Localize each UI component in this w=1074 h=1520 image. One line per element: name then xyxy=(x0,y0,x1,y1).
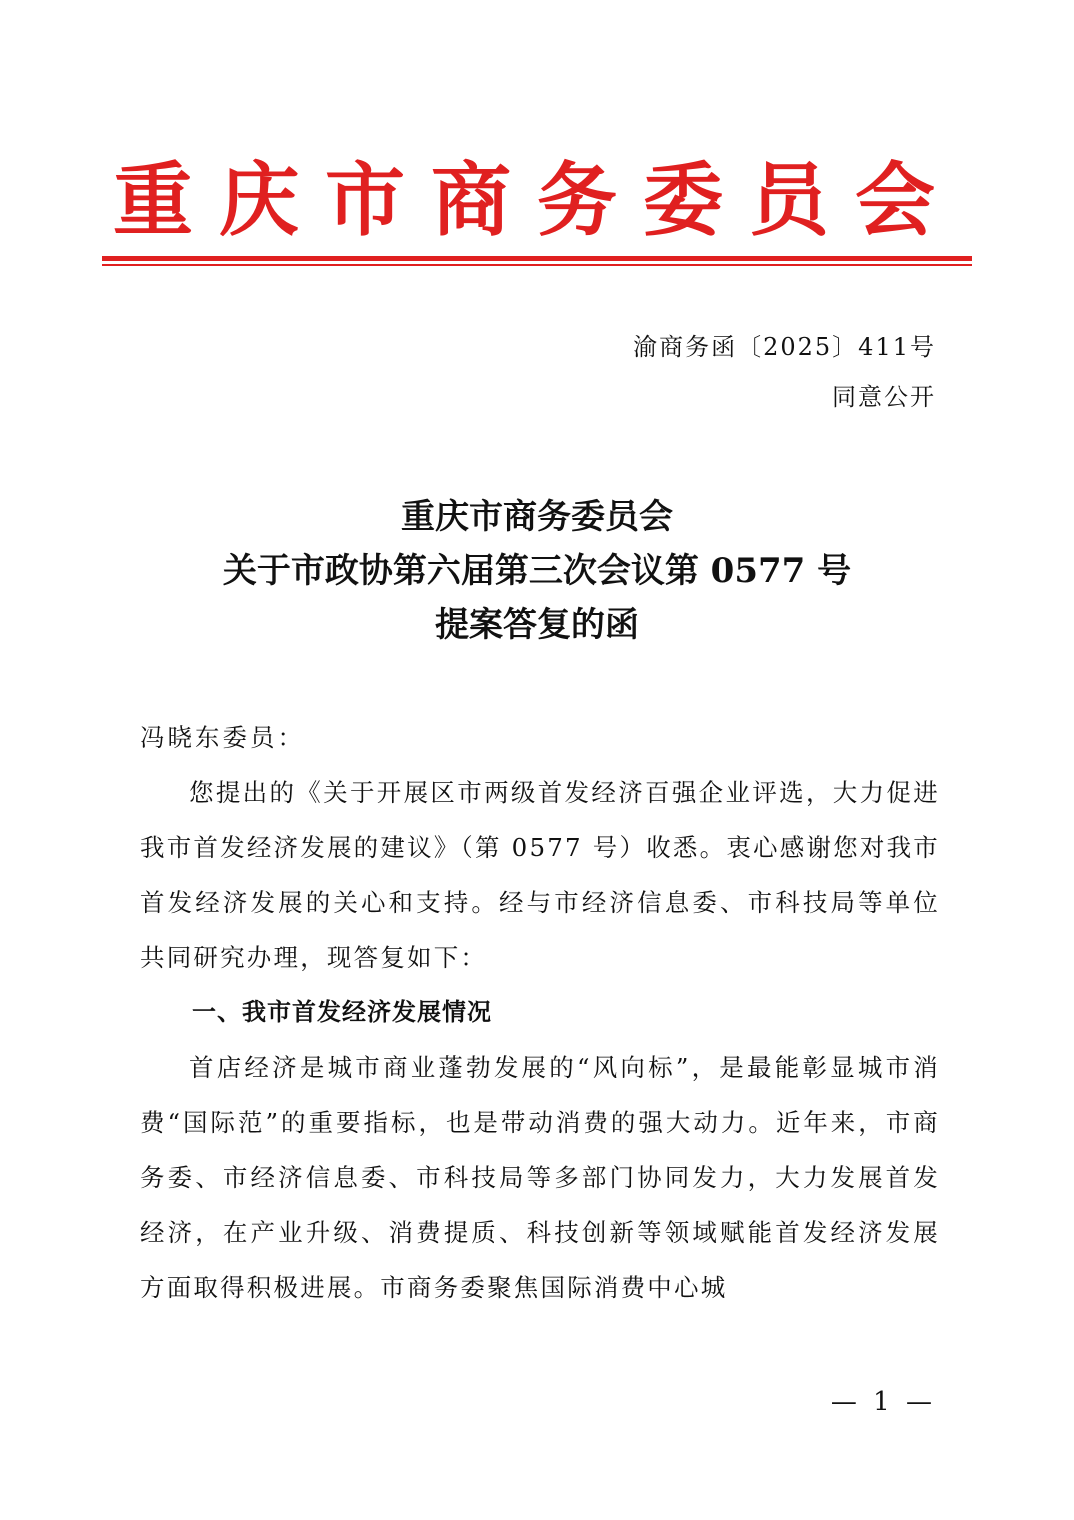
paragraph-section-1: 首店经济是城市商业蓬勃发展的“风向标”，是最能彰显城市消费“国际范”的重要指标，也是带动消费的强大动力。近年来，市商务委、市经济信息委、市科技局等多部门协同发力，大力发展首发经济，在产业升级、消费提质、科技创新等领域赋能首发经济发展方面取得积极进展。市商务委聚焦国际消费中心城 xyxy=(140,1053,940,1302)
title-line-3: 提案答复的函 xyxy=(435,605,639,645)
document-title xyxy=(0,490,1074,652)
letterhead-organization: 重庆市商务委员会 xyxy=(113,153,961,247)
section-heading-1: 一、我市首发经济发展情况 xyxy=(192,998,492,1026)
disclosure-status: 同意公开 xyxy=(832,383,936,411)
title-line-1: 重庆市商务委员会 xyxy=(401,497,673,537)
title-line-2: 关于市政协第六届第三次会议第 0577 号 xyxy=(222,551,852,591)
document-body xyxy=(140,710,940,1315)
paragraph-intro: 您提出的《关于开展区市两级首发经济百强企业评选，大力促进我市首发经济发展的建议》（第 0577 号）收悉。衷心感谢您对我市首发经济发展的关心和支持。经与市经济信息委、市科技局等单位共同研究办理，现答复如下： xyxy=(140,778,940,972)
document-number: 渝商务函〔2025〕411号 xyxy=(633,333,936,361)
salutation: 冯晓东委员： xyxy=(140,723,305,752)
document-meta xyxy=(633,322,936,422)
letterhead-rule-thin xyxy=(102,264,972,266)
page-number: — 1 — xyxy=(830,1387,936,1417)
letterhead-rule-thick xyxy=(102,256,972,261)
